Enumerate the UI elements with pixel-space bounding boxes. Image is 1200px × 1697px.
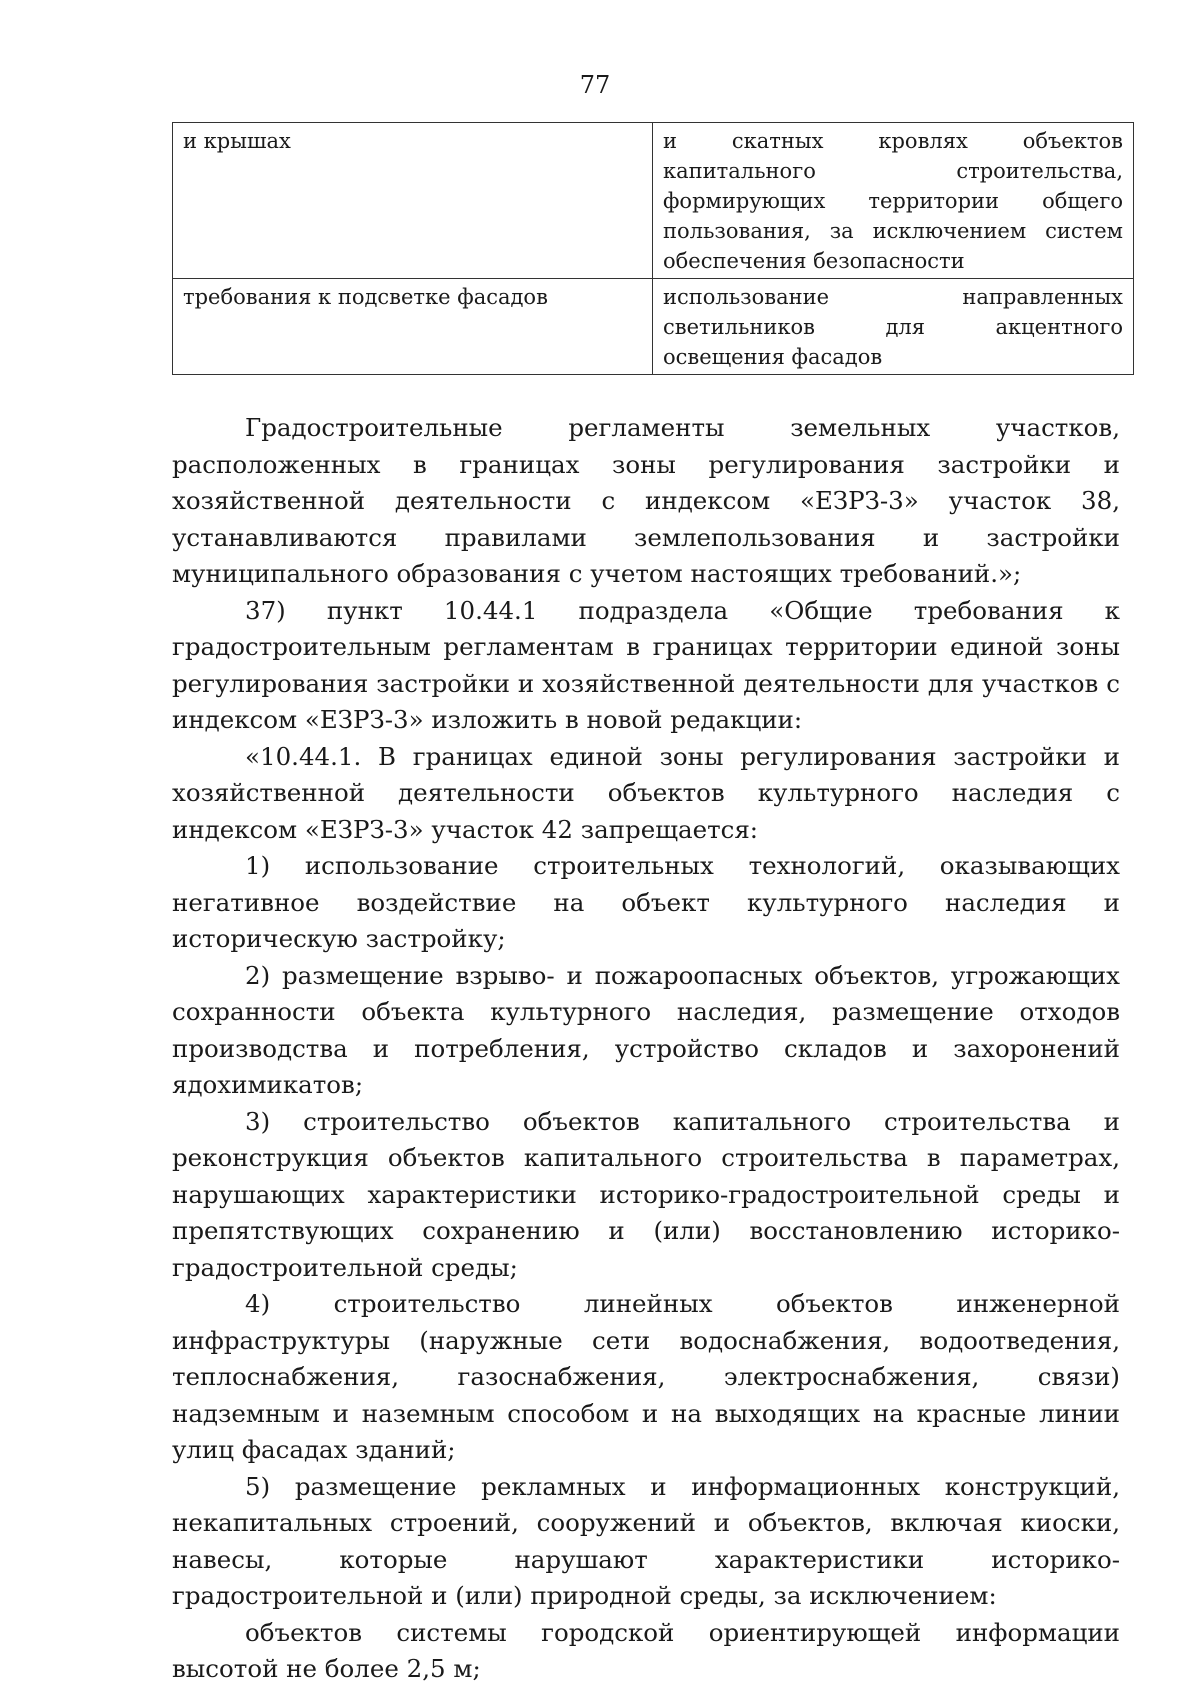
table-cell-requirement: и крышах xyxy=(173,123,653,279)
table-cell-description: и скатных кровлях объектов капитального строительства, формирующих территории общего пользования, за исключением систем обеспечения безопасности xyxy=(653,123,1134,279)
table-row xyxy=(173,123,1134,279)
paragraph: 37) пункт 10.44.1 подраздела «Общие требования к градостроительным регламентам в границах территории единой зоны регулирования застройки и хозяйственной деятельности для участков с индексом «ЕЗРЗ-3» изложить в новой редакции: xyxy=(172,595,1120,734)
table-cell-description: использование направленных светильников для акцентного освещения фасадов xyxy=(653,279,1134,375)
regulations-table xyxy=(172,122,1134,375)
list-item: 4) строительство линейных объектов инженерной инфраструктуры (наружные сети водоснабжения, водоотведения, теплоснабжения, газоснабжения, электроснабжения, связи) надземным и наземным способом и на выходящих на красные линии улиц фасадах зданий; xyxy=(172,1289,1120,1464)
list-item: 1) использование строительных технологий, оказывающих негативное воздействие на объект культурного наследия и историческую застройку; xyxy=(172,851,1120,953)
list-item: 3) строительство объектов капитального строительства и реконструкция объектов капитального строительства в параметрах, нарушающих характеристики историко-градостроительной среды и препятствующих сохранению и (или) восстановлению историко-градостроительной среды; xyxy=(172,1106,1120,1282)
paragraph: объектов системы городской ориентирующей информации высотой не более 2,5 м; xyxy=(172,1617,1120,1683)
page-number: 77 xyxy=(579,71,611,99)
table-cell-requirement: требования к подсветке фасадов xyxy=(173,279,653,375)
table-row xyxy=(173,279,1134,375)
list-item: 2) размещение взрыво- и пожароопасных объектов, угрожающих сохранности объекта культурного наследия, размещение отходов производства и потребления, устройство складов и захоронений ядохимикатов; xyxy=(172,960,1120,1099)
document-body xyxy=(172,410,1120,1688)
paragraph: Градостроительные регламенты земельных участков, расположенных в границах зоны регулирования застройки и хозяйственной деятельности с индексом «ЕЗРЗ-3» участок 38, устанавливаются правилами землепользования и застройки муниципального образования с учетом настоящих требований.»; xyxy=(172,413,1120,588)
paragraph: «10.44.1. В границах единой зоны регулирования застройки и хозяйственной деятельности объектов культурного наследия с индексом «ЕЗРЗ-3» участок 42 запрещается: xyxy=(172,741,1120,844)
list-item: 5) размещение рекламных и информационных конструкций, некапитальных строений, сооружений и объектов, включая киоски, навесы, которые нарушают характеристики историко-градостроительной и (или) природной среды, за исключением: xyxy=(172,1471,1120,1610)
